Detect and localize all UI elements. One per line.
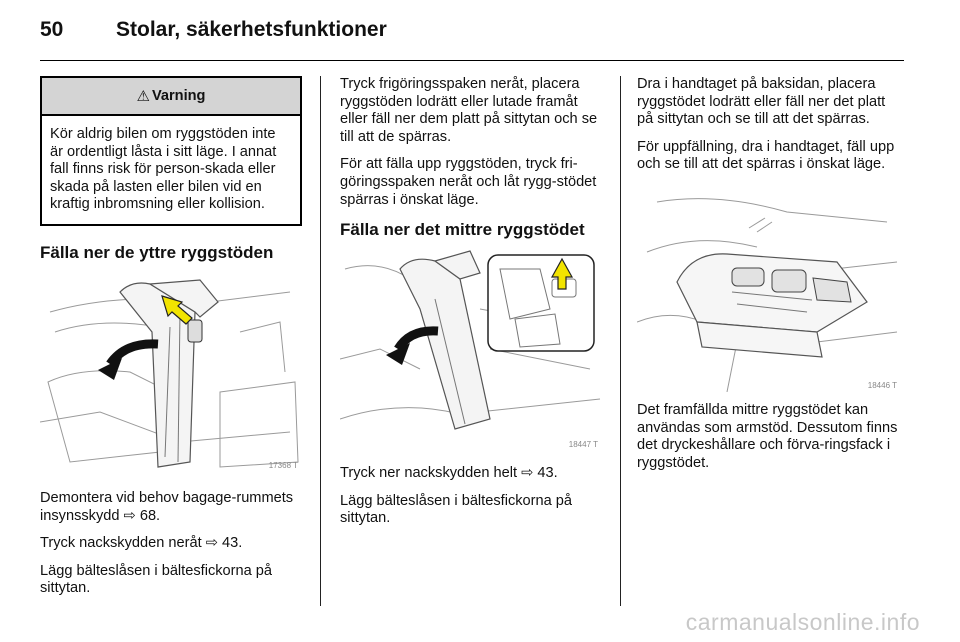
- column-divider: [620, 76, 621, 606]
- header-rule: [40, 60, 904, 61]
- paragraph: För uppfällning, dra i handtaget, fäll upp och se till att det spärras i önskat läge.: [637, 138, 895, 173]
- watermark: carmanualsonline.info: [685, 609, 920, 635]
- figure-armrest: [637, 192, 901, 392]
- column-2: [340, 76, 602, 538]
- figure-code: 17368 T: [268, 460, 298, 470]
- paragraph: Tryck frigöringsspaken neråt, placera ryggstöden lodrätt eller lutade framåt eller fäll ner dem platt på sittytan och se till att de spärras.: [340, 76, 598, 145]
- section-heading-middle-backrest: Fälla ner det mittre ryggstödet: [340, 220, 585, 240]
- paragraph: För att fälla upp ryggstöden, tryck fri-göringsspaken neråt och låt rygg-stödet spärras i önskat läge.: [340, 156, 597, 208]
- warning-triangle-icon: ⚠: [136, 88, 150, 105]
- figure-middle-backrest: [340, 249, 602, 451]
- paragraph: Lägg bälteslåsen i bältesfickorna på sittytan.: [340, 492, 573, 527]
- column-1: [40, 76, 302, 608]
- paragraph: Demontera vid behov bagage-rummets insynsskydd ⇨ 68.: [40, 489, 294, 524]
- page-title: Stolar, säkerhetsfunktioner: [116, 18, 387, 41]
- column-divider: [320, 76, 321, 606]
- paragraph: Tryck nackskydden neråt ⇨ 43.: [40, 535, 243, 552]
- page-header: [40, 18, 920, 48]
- warning-title: Varning: [151, 88, 206, 104]
- warning-text: Kör aldrig bilen om ryggstöden inte är ordentligt låsta i sitt läge. I annat fall finns risk för person-skada eller skada på lasten eller bilen vid en kraftig inbromsning eller kollision.: [50, 126, 277, 213]
- section-heading-outer-backrests: Fälla ner de yttre ryggstöden: [40, 242, 274, 262]
- paragraph: Det framfällda mittre ryggstödet kan användas som armstöd. Dessutom finns det dryckeshållare och förva-ringsfack i ryggstödet.: [637, 401, 898, 471]
- warning-header: [42, 78, 300, 116]
- page-number: 50: [40, 18, 64, 41]
- paragraph: Lägg bälteslåsen i bältesfickorna på sittytan.: [40, 562, 273, 597]
- figure-code: 18447 T: [568, 440, 598, 450]
- figure-outer-backrest: [40, 272, 302, 472]
- paragraph: Tryck ner nackskydden helt ⇨ 43.: [340, 465, 558, 482]
- column-3: [637, 76, 901, 482]
- warning-box: [40, 76, 302, 226]
- figure-code: 18446 T: [867, 380, 897, 390]
- paragraph: Dra i handtaget på baksidan, placera ryggstödet lodrätt eller fäll ner det platt på sittytan och se till att det spärras.: [637, 76, 886, 128]
